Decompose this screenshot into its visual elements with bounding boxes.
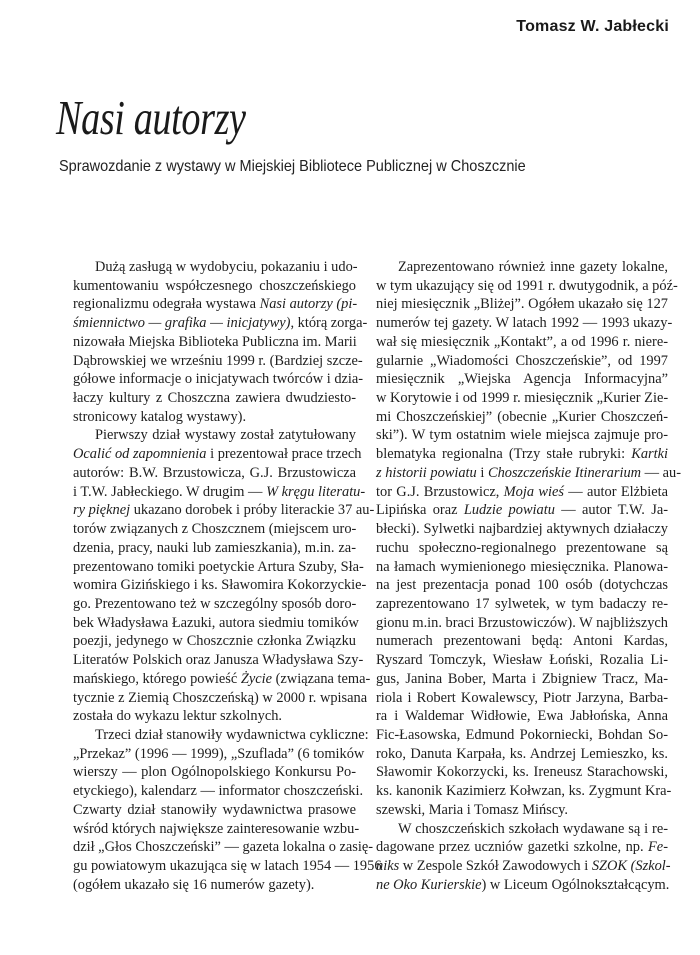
author-name: Tomasz W. Jabłecki [516,18,669,35]
text-line: Literatów Polskich oraz Janusza Władysława Szy- [73,652,364,669]
article-title: Nasi autorzy [56,90,246,145]
text-line: stronicowy katalog wystawy). [73,408,247,425]
text-line: szewski, Maria i Tomasz Mińscy. [376,801,569,818]
text-line: wierszy — plon Ogólnopolskiego Konkursu Po- [73,764,356,781]
text-line: autorów: B.W. Brzustowicza, G.J. Brzustowicza [73,464,356,481]
text-line: ra i Waldemar Widłowie, Ewa Jabłońska, Anna [376,708,668,725]
text-line: prezentowano tomiki poetyckie Artura Szuby, Sła- [73,558,364,575]
text-line: mańskiego, którego powieść Życie (związana tema- [73,670,371,687]
text-line: gu powiatowym ukazująca się w latach 1954 — 1956 [73,858,382,874]
text-line: Zaprezentowano również inne gazety lokalne, [398,259,668,275]
text-line: gionu m.in. braci Brzustowiczów). W najbliższych [376,614,669,631]
text-line: tor G.J. Brzustowicz, Moja wieś — autor Elżbieta [376,483,668,500]
text-line: miesięcznik „Wiejska Agencja Informacyjna” [376,371,668,388]
text-line: ry pięknej ukazano dorobek i próby literackie 37 au- [73,502,375,519]
text-line: dzenia, pracy, nauki lub zamieszkania), m.in. za- [73,539,356,556]
text-line: ne Oko Kurierskie) w Liceum Ogólnokształcącym. [376,876,670,893]
text-line: z historii powiatu i Choszczeńskie Itinerarium — au- [376,464,682,481]
text-line: womira Gizińskiego i ks. Sławomira Kokorzyckie- [73,577,367,594]
text-line: wał się miesięcznik „Kontakt”, a od 1996 r. niere- [376,333,668,350]
text-line: niks w Zespole Szkół Zawodowych i SZOK (Szkol- [376,858,671,874]
text-line: bek Władysława Łazuki, autora siedmiu tomików [73,614,359,631]
text-line: regionalizmu odegrała wystawa Nasi autorzy (pi- [73,296,358,313]
text-line: numerach prezentowani będą: Antoni Kardas, [376,633,668,650]
text-line: torów związanych z Choszcznem (miejscem uro- [73,521,357,538]
paragraph [376,820,671,895]
paragraph [73,726,382,894]
text-line: „Przekaz” (1996 — 1999), „Szuflada” (6 tomików [73,745,365,762]
paragraph [73,258,368,426]
text-line: nizowała Miejska Biblioteka Publiczna im. Marii [73,333,357,350]
text-line: ks. kanonik Kazimierz Kołwzan, ks. Zygmunt Kra- [376,783,672,800]
text-line: ski”). W tym ostatnim wiele miejsca zajmuje pro- [376,427,668,444]
text-line: błecki). Sylwetki najbardziej aktywnych działaczy [376,521,668,538]
text-line: Sławomir Kokorzycki, ks. Ireneusz Starachowski, [376,764,668,781]
text-line: Lipińska oraz Ludzie powiatu — autor T.W. Ja- [376,502,668,519]
text-line: poezji, jedynego w Choszcznie członka Związku [73,633,356,650]
text-line: śmiennictwo — grafika — inicjatywy), którą zorga- [73,315,368,332]
text-line: i T.W. Jabłeckiego. W drugim — W kręgu literatu- [73,483,366,500]
text-line: tycznie z Ziemią Choszczeńską) w 2000 r. wpisana [73,689,368,706]
text-line: numerów tej gazety. W latach 1992 — 1993 ukazy- [376,315,673,332]
text-line: W choszczeńskich szkołach wydawane są i re- [398,820,668,837]
text-line: na łamach wymienionego miesięcznika. Planowa- [376,558,668,575]
text-line: dził „Głos Choszczeński” — gazeta lokalna o zasię- [73,839,374,856]
paragraph [376,258,682,820]
text-line: blematyka regionalna (Trzy stałe rubryki: Kartki [376,446,668,463]
text-line: gularnie „Wiadomości Choszczeńskie”, od 1997 [376,352,668,369]
text-line: na jest prezentacja ponad 100 osób (dotychczas [376,577,668,594]
text-line: Dąbrowskiej we wrześniu 1999 r. (Bardziej szcze- [73,352,363,369]
text-line: wśród których największe zainteresowanie wzbu- [73,820,360,837]
text-line: Fic-Łasowska, Edmund Pokorniecki, Bohdan So- [376,726,668,743]
text-line: mi Choszczeńskiej” (obecnie „Kurier Choszczeń- [376,408,668,425]
text-line: riola i Robert Kowalewscy, Piotr Jarzyna, Barba- [376,689,668,706]
text-line: zaprezentowano 17 sylwetek, w tym badaczy re- [376,595,668,612]
text-line: go. Prezentowano też w szczególny sposób doro- [73,595,357,612]
text-line: niej miesięcznik „Bliżej”. Ogółem ukazało się 127 [376,296,668,313]
text-line: Pierwszy dział wystawy został zatytułowany [95,427,356,444]
text-line: (ogółem ukazało się 16 numerów gazety). [73,876,315,893]
article-subtitle: Sprawozdanie z wystawy w Miejskiej Bibliotece Publicznej w Choszcznie [59,158,526,175]
right-column [376,258,682,894]
text-line: została do wykazu lektur szkolnych. [73,708,283,725]
text-line: Trzeci dział stanowiły wydawnictwa cykliczne: [95,726,369,743]
text-line: dagowane przez uczniów gazetki szkolne, np. Fe- [376,839,668,856]
text-line: gus, Janina Bober, Marta i Zbigniew Tracz, Ma- [376,670,668,687]
text-line: gółowe informacje o inicjatywach twórców i dzia- [73,371,364,388]
text-line: w Korytowie i od 1999 r. miesięcznik „Kurier Zie- [376,390,669,407]
paragraph [73,426,375,726]
text-line: Ocalić od zapomnienia i prezentował prace trzech [73,446,362,463]
text-line: roko, Danuta Karpała, ks. Andrzej Lemieszko, ks. [376,745,668,762]
text-line: Dużą zasługą w wydobyciu, pokazaniu i udo- [95,259,358,275]
text-line: Ryszard Tomczyk, Wiesław Łoński, Rozalia Li- [376,652,668,669]
text-line: etyckiego), kalendarz — informator choszczeński. [73,783,364,800]
text-line: kumentowaniu współczesnego choszczeńskiego [73,277,356,294]
text-line: Czwarty dział stanowiły wydawnictwa prasowe [73,801,356,818]
text-line: ruchu społeczno-regionalnego prezentowane są [376,539,668,556]
left-column [73,258,382,894]
text-line: w tym ukazujący się od 1991 r. dwutygodnik, a póź- [376,277,678,294]
text-line: łaczy kultury z Choszczna zawiera dwudziesto- [73,390,356,407]
